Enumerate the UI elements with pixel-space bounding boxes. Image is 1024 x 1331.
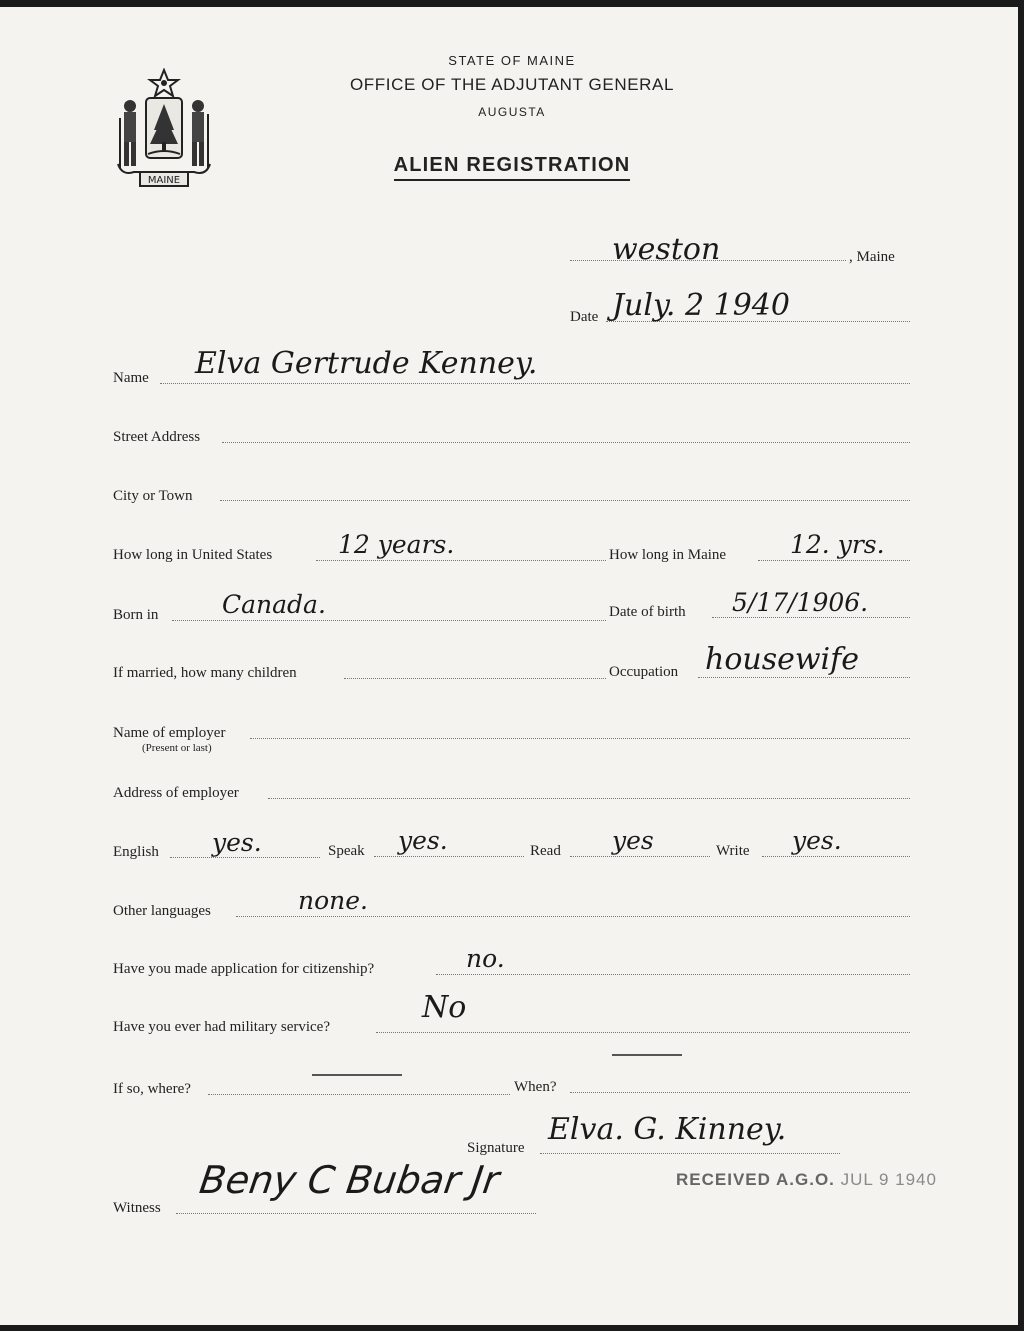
witness-label: Witness (113, 1200, 161, 1216)
when-line (570, 1092, 910, 1093)
seal-text: MAINE (147, 175, 181, 186)
children-label: If married, how many children (113, 665, 297, 681)
date-of-birth-line (712, 617, 910, 618)
received-stamp-date: JUL 9 1940 (840, 1170, 937, 1189)
form-title (0, 154, 1024, 177)
occupation-value: housewife (705, 642, 859, 677)
witness-line (176, 1213, 536, 1214)
speak-line (374, 856, 524, 857)
place-suffix: , Maine (849, 249, 895, 265)
received-stamp-label: RECEIVED A.G.O. (676, 1170, 835, 1189)
name-value: Elva Gertrude Kenney. (195, 346, 538, 381)
name-line (160, 383, 910, 384)
english-label: English (113, 844, 159, 860)
city-line (220, 500, 910, 501)
english-line (170, 857, 320, 858)
street-address-label: Street Address (113, 429, 201, 445)
children-line (344, 678, 606, 679)
when-dash (612, 1054, 682, 1056)
write-label: Write (716, 843, 750, 859)
write-line (762, 856, 910, 857)
born-in-value: Canada. (222, 590, 326, 619)
date-of-birth-value: 5/17/1906. (732, 588, 869, 617)
scan-border-bottom (0, 1325, 1024, 1331)
military-line (376, 1032, 910, 1033)
occupation-line (698, 677, 910, 678)
place-value: weston (612, 232, 721, 267)
where-dash (312, 1074, 402, 1076)
english-value: yes. (212, 828, 262, 857)
born-in-label: Born in (113, 607, 159, 623)
other-languages-value: none. (298, 886, 368, 915)
write-value: yes. (792, 826, 842, 855)
citizenship-label: Have you made application for citizenship? (113, 961, 375, 977)
how-long-us-value: 12 years. (338, 530, 455, 559)
witness-value: Beny C Bubar Jr (196, 1158, 502, 1202)
how-long-maine-label: How long in Maine (609, 547, 727, 563)
street-address-line (222, 442, 910, 443)
signature-value: Elva. G. Kinney. (548, 1112, 787, 1147)
employer-address-line (268, 798, 910, 799)
date-value: July. 2 1940 (612, 288, 790, 323)
other-languages-label: Other languages (113, 903, 211, 919)
how-long-maine-value: 12. yrs. (790, 530, 885, 559)
name-label: Name (113, 370, 149, 386)
city-label: City or Town (113, 488, 193, 504)
citizenship-value: no. (466, 944, 505, 973)
military-label: Have you ever had military service? (113, 1019, 330, 1035)
header-office: OFFICE OF THE ADJUTANT GENERAL (349, 75, 675, 94)
where-label: If so, where? (113, 1081, 191, 1097)
how-long-us-line (316, 560, 606, 561)
signature-line (540, 1153, 840, 1154)
read-label: Read (530, 843, 561, 859)
header-state: STATE OF MAINE (448, 53, 576, 68)
how-long-us-label: How long in United States (113, 547, 273, 563)
citizenship-line (436, 974, 910, 975)
where-line (208, 1094, 510, 1095)
received-stamp (676, 1170, 937, 1190)
other-languages-line (236, 916, 910, 917)
scan-border-top (0, 0, 1024, 7)
read-value: yes (612, 826, 654, 855)
employer-note: (Present or last) (142, 742, 212, 754)
date-label: Date (570, 309, 599, 325)
military-value: No (422, 990, 467, 1025)
date-of-birth-label: Date of birth (609, 604, 686, 620)
speak-value: yes. (398, 826, 448, 855)
born-in-line (172, 620, 606, 621)
employer-line (250, 738, 910, 739)
how-long-maine-line (758, 560, 910, 561)
when-label: When? (514, 1079, 557, 1095)
occupation-label: Occupation (609, 664, 679, 680)
scan-border-right (1018, 0, 1024, 1331)
signature-label: Signature (467, 1140, 525, 1156)
form-title-text: ALIEN REGISTRATION (394, 154, 631, 181)
read-line (570, 856, 710, 857)
header-city: AUGUSTA (478, 105, 546, 119)
speak-label: Speak (328, 843, 365, 859)
employer-address-label: Address of employer (113, 785, 239, 801)
employer-label: Name of employer (113, 725, 226, 741)
